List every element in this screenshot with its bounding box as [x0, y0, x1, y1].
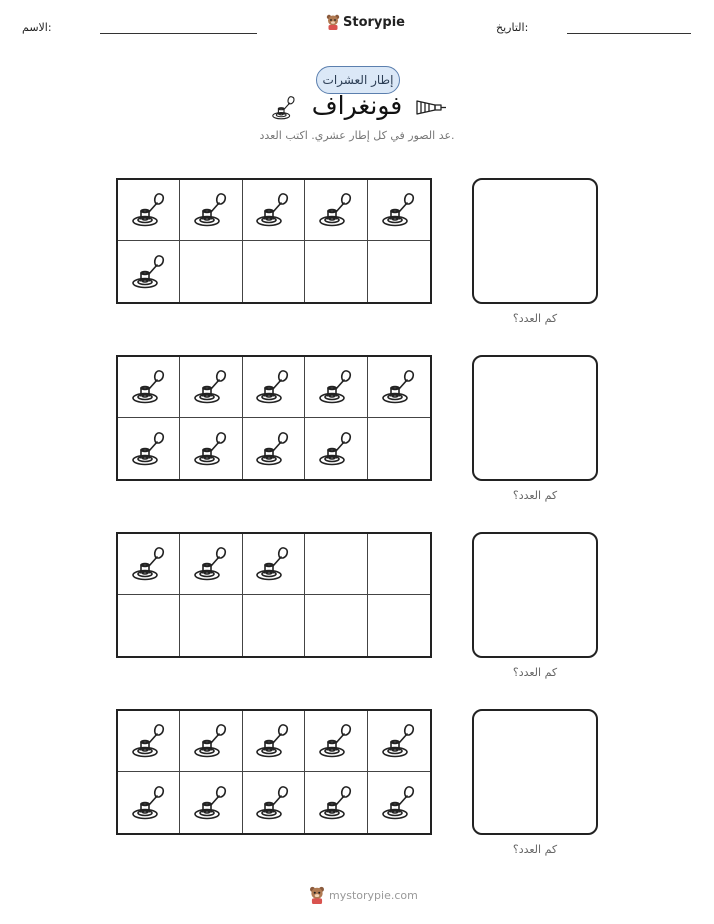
page-title: فونغراف: [311, 91, 403, 120]
phonograph-icon: [191, 783, 231, 823]
ten-frame-cell: [305, 534, 367, 595]
phonograph-icon: [316, 721, 356, 761]
ten-frame-cell: [118, 772, 180, 833]
phonograph-icon: [253, 190, 293, 230]
ten-frame-cell: [305, 180, 367, 241]
phonograph-icon: [253, 429, 293, 469]
count-question: كم العدد؟: [512, 312, 558, 325]
phonograph-icon: [316, 190, 356, 230]
phonograph-icon: [316, 429, 356, 469]
ten-frame-cell: [305, 357, 367, 418]
ten-frame-cell: [368, 595, 430, 656]
answer-box[interactable]: [472, 178, 598, 304]
ten-frame-cell: [243, 418, 305, 479]
phonograph-icon: [191, 721, 231, 761]
phonograph-icon: [129, 783, 169, 823]
answer-box[interactable]: [472, 709, 598, 835]
horn-icon: [415, 96, 447, 118]
phonograph-icon: [191, 544, 231, 584]
count-question: كم العدد؟: [512, 489, 558, 502]
ten-frame-cell: [368, 418, 430, 479]
ten-frame-cell: [180, 595, 242, 656]
instructions: عد الصور في كل إطار عشري. اكتب العدد.: [259, 129, 455, 142]
ten-frame-cell: [243, 241, 305, 302]
ten-frame-cell: [118, 711, 180, 772]
ten-frame-cell: [368, 357, 430, 418]
phonograph-icon: [191, 190, 231, 230]
phonograph-icon: [316, 783, 356, 823]
ten-frame-cell: [180, 711, 242, 772]
ten-frame-cell: [243, 534, 305, 595]
phonograph-icon: [379, 190, 419, 230]
ten-frame-cell: [368, 241, 430, 302]
footer-url[interactable]: mystorypie.com: [329, 888, 418, 902]
name-label: الاسم:: [22, 21, 52, 34]
phonograph-icon: [379, 367, 419, 407]
name-line[interactable]: [100, 33, 257, 34]
ten-frame-cell: [305, 241, 367, 302]
phonograph-icon: [379, 721, 419, 761]
brand-logo: [326, 14, 405, 30]
date-line[interactable]: [567, 33, 691, 34]
ten-frame-cell: [305, 418, 367, 479]
ten-frame-cell: [243, 595, 305, 656]
ten-frame-cell: [118, 595, 180, 656]
phonograph-icon: [129, 190, 169, 230]
phonograph-icon: [191, 429, 231, 469]
ten-frame-cell: [368, 772, 430, 833]
ten-frame-cell: [368, 711, 430, 772]
ten-frame-cell: [305, 595, 367, 656]
ten-frame-cell: [180, 241, 242, 302]
ten-frame-cell: [180, 534, 242, 595]
phonograph-icon: [253, 544, 293, 584]
ten-frame-cell: [243, 711, 305, 772]
answer-box[interactable]: [472, 532, 598, 658]
ten-frame-cell: [118, 241, 180, 302]
phonograph-icon: [253, 721, 293, 761]
ten-frame-cell: [243, 180, 305, 241]
ten-frame-cell: [180, 357, 242, 418]
phonograph-icon: [129, 252, 169, 292]
phonograph-icon: [253, 783, 293, 823]
bear-mascot-icon: [309, 886, 325, 904]
brand-name: Storypie: [343, 14, 405, 30]
footer: [309, 886, 418, 904]
ten-frame: [116, 709, 432, 835]
bear-mascot-icon: [326, 14, 340, 30]
ten-frame-cell: [368, 534, 430, 595]
phonograph-icon: [129, 721, 169, 761]
ten-frame-cell: [368, 180, 430, 241]
answer-box[interactable]: [472, 355, 598, 481]
ten-frame-cell: [118, 534, 180, 595]
phonograph-icon: [129, 367, 169, 407]
ten-frame-cell: [243, 772, 305, 833]
phonograph-icon: [379, 783, 419, 823]
count-question: كم العدد؟: [512, 666, 558, 679]
ten-frame-cell: [180, 772, 242, 833]
ten-frame-cell: [305, 772, 367, 833]
date-label: التاريخ:: [496, 21, 529, 34]
phonograph-icon: [316, 367, 356, 407]
ten-frame-cell: [305, 711, 367, 772]
ten-frame-cell: [118, 180, 180, 241]
topic-tag: إطار العشرات: [316, 66, 400, 94]
ten-frame-cell: [118, 418, 180, 479]
ten-frame-cell: [118, 357, 180, 418]
ten-frame-cell: [180, 418, 242, 479]
ten-frame: [116, 178, 432, 304]
phonograph-icon: [191, 367, 231, 407]
ten-frame-cell: [180, 180, 242, 241]
phonograph-icon: [253, 367, 293, 407]
phonograph-icon: [129, 429, 169, 469]
ten-frame: [116, 532, 432, 658]
ten-frame: [116, 355, 432, 481]
phonograph-icon: [129, 544, 169, 584]
phonograph-icon: [270, 93, 298, 123]
count-question: كم العدد؟: [512, 843, 558, 856]
ten-frame-cell: [243, 357, 305, 418]
